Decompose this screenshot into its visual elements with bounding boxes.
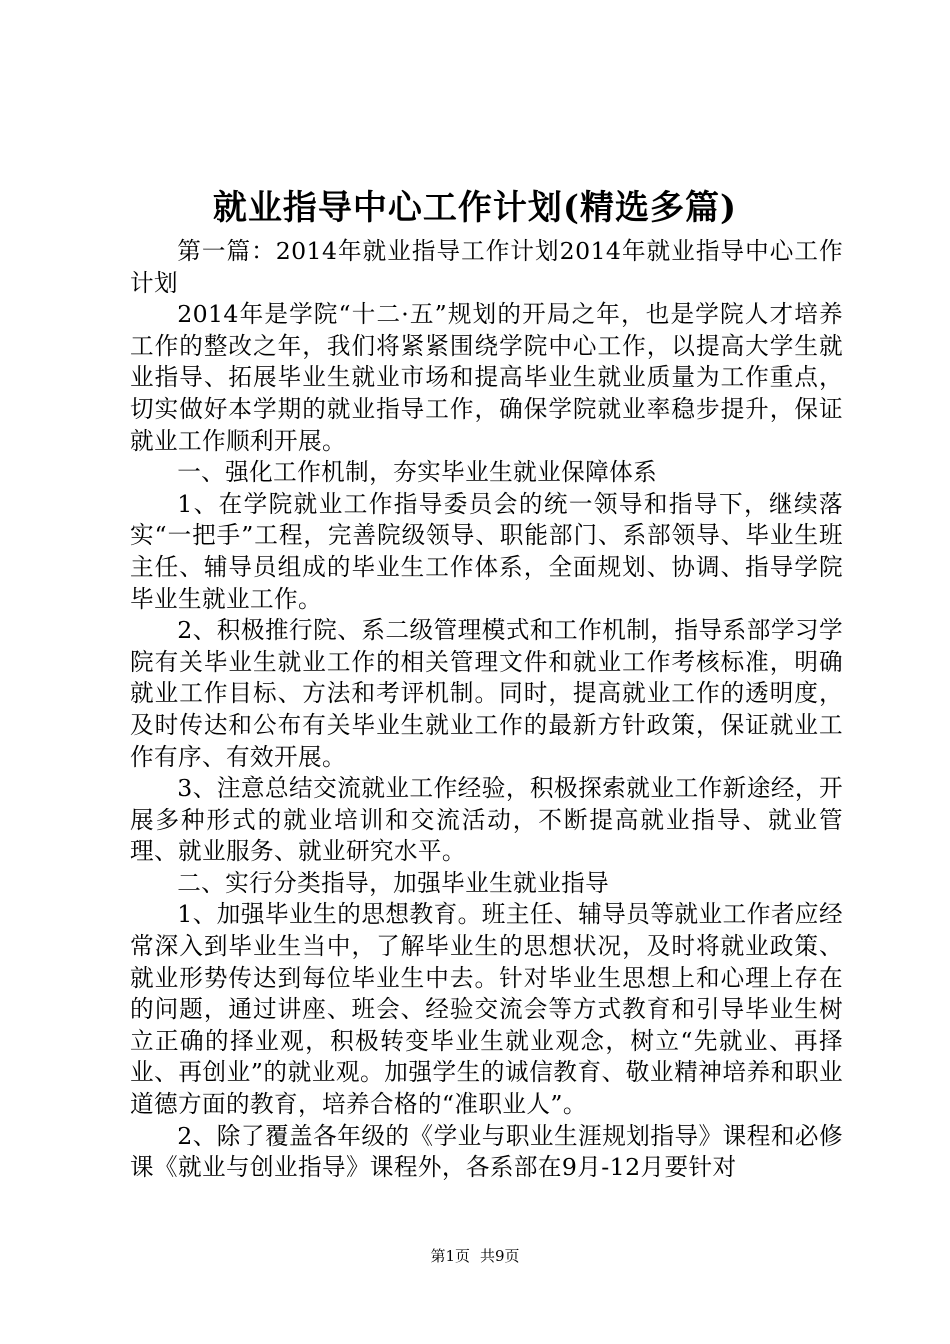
page-footer (0, 1244, 950, 1268)
document-body (130, 236, 843, 1184)
paragraph-intro: 2014年是学院“十二·五”规划的开局之年，也是学院人才培养工作的整改之年，我们将紧紧围绕学院中心工作，以提高大学生就业指导、拓展毕业生就业市场和提高毕业生就业质量为工作重点，切实做好本学期的就业指导工作，确保学院就业率稳步提升，保证就业工作顺利开展。 (130, 300, 843, 455)
paragraph-1-3: 3、注意总结交流就业工作经验，积极探索就业工作新途经，开展多种形式的就业培训和交流活动，不断提高就业指导、就业管理、就业服务、就业研究水平。 (130, 774, 843, 866)
paragraph-2-1: 1、加强毕业生的思想教育。班主任、辅导员等就业工作者应经常深入到毕业生当中，了解毕业生的思想状况，及时将就业政策、就业形势传达到每位毕业生中去。针对毕业生思想上和心理上存在的问题，通过讲座、班会、经验交流会等方式教育和引导毕业生树立正确的择业观，积极转变毕业生就业观念，树立“先就业、再择业、再创业”的就业观。加强学生的诚信教育、敬业精神培养和职业道德方面的教育，培养合格的“准职业人”。 (130, 900, 843, 1119)
document-title: 就业指导中心工作计划(精选多篇) (212, 188, 738, 228)
section-heading-1: 一、强化工作机制，夯实毕业生就业保障体系 (177, 458, 658, 487)
page-number-total: 共9页 (480, 1247, 520, 1265)
paragraph-1-1: 1、在学院就业工作指导委员会的统一领导和指导下，继续落实“一把手”工程，完善院级领导、职能部门、系部领导、毕业生班主任、辅导员组成的毕业生工作体系，全面规划、协调、指导学院毕业生就业工作。 (130, 489, 843, 613)
paragraph-1-2: 2、积极推行院、系二级管理模式和工作机制，指导系部学习学院有关毕业生就业工作的相关管理文件和就业工作考核标准，明确就业工作目标、方法和考评机制。同时，提高就业工作的透明度，及时传达和公布有关毕业生就业工作的最新方针政策，保证就业工作有序、有效开展。 (130, 616, 843, 771)
paragraph-2-2: 2、除了覆盖各年级的《学业与职业生涯规划指导》课程和必修课《就业与创业指导》课程外，各系部在9月-12月要针对 (130, 1121, 843, 1182)
page-number-current: 第1页 (430, 1247, 470, 1265)
paragraph-heading-part-one: 第一篇：2014年就业指导工作计划2014年就业指导中心工作计划 (130, 237, 843, 297)
section-heading-2: 二、实行分类指导，加强毕业生就业指导 (177, 868, 610, 897)
